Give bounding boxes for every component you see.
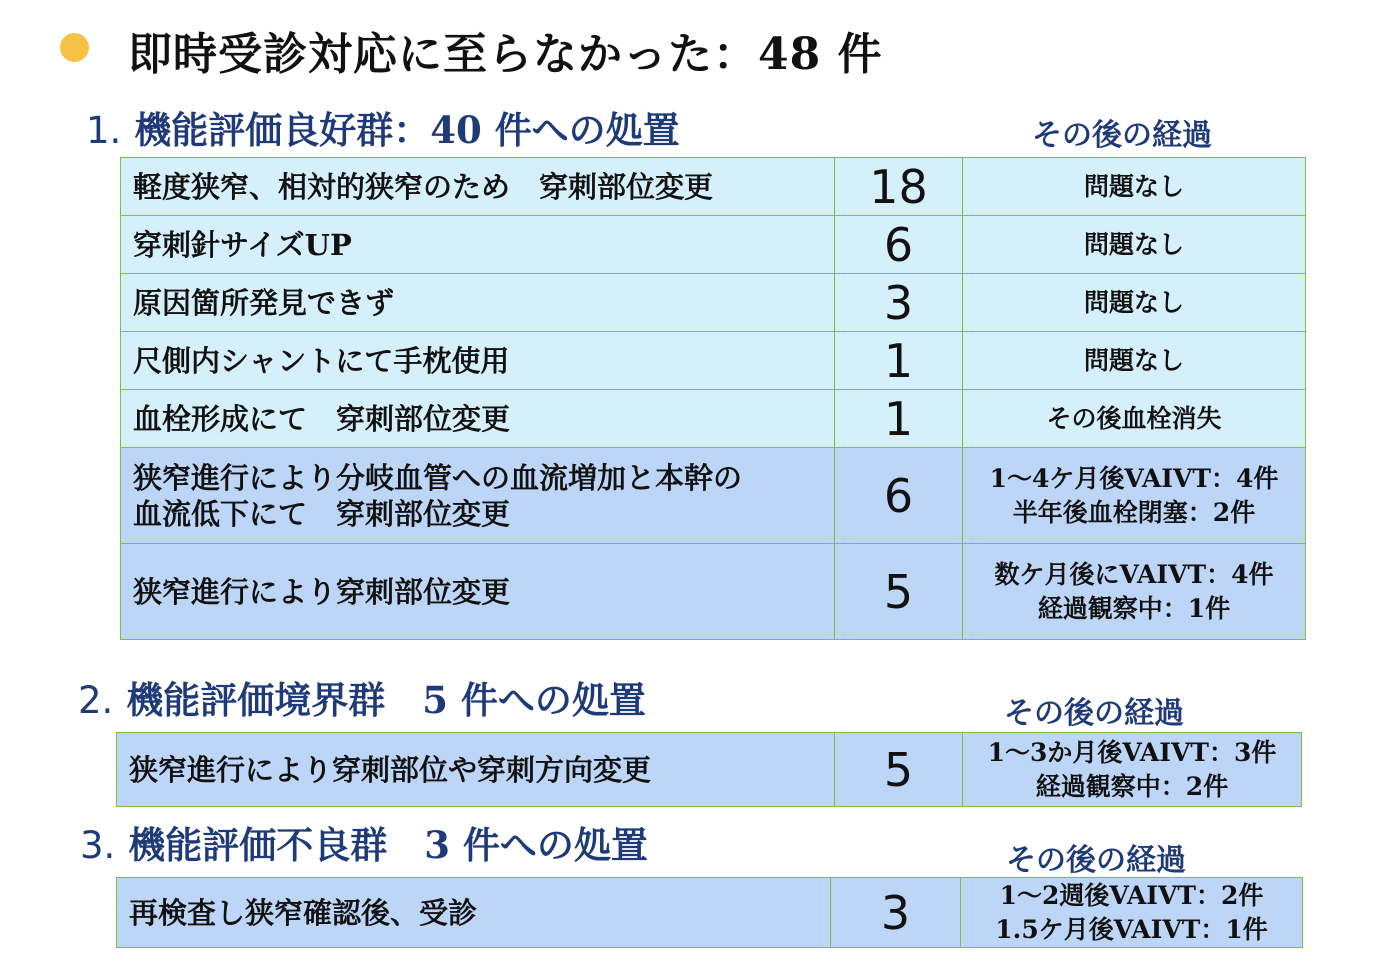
row-result bbox=[963, 544, 1306, 640]
row-treatment: 原因箇所発見できず bbox=[121, 274, 835, 332]
row-result-line: 1.5ケ月後VAIVT：1件 bbox=[995, 914, 1268, 944]
row-result-line: 経過観察中：1件 bbox=[1037, 593, 1231, 623]
row-result-line: 数ケ月後にVAIVT：4件 bbox=[994, 559, 1274, 589]
section3-table bbox=[116, 877, 1303, 948]
row-result-line: 1～2週後VAIVT：2件 bbox=[999, 880, 1264, 910]
table-row bbox=[121, 390, 1306, 448]
section1-heading bbox=[86, 100, 680, 154]
row-result: 問題なし bbox=[963, 274, 1306, 332]
section3-number: 3. bbox=[80, 824, 116, 867]
table-row bbox=[121, 544, 1306, 640]
table-row bbox=[121, 448, 1306, 544]
row-result-line: 半年後血栓閉塞：2件 bbox=[1012, 497, 1256, 527]
bullet-dot bbox=[60, 33, 89, 62]
row-treatment-line: 血流低下にて 穿刺部位変更 bbox=[133, 496, 511, 531]
row-treatment: 狭窄進行により穿刺部位や穿刺方向変更 bbox=[117, 733, 835, 807]
row-treatment: 再検査し狭窄確認後、受診 bbox=[117, 878, 831, 948]
row-result bbox=[963, 448, 1306, 544]
section3-followup-label: その後の経過 bbox=[1006, 843, 1186, 878]
row-result-line: 経過観察中：2件 bbox=[1035, 771, 1229, 801]
row-treatment bbox=[121, 448, 835, 544]
row-result-line: 1～4ケ月後VAIVT：4件 bbox=[989, 463, 1279, 493]
section2-table bbox=[116, 732, 1302, 807]
row-count: 3 bbox=[835, 274, 963, 332]
row-treatment: 穿刺針サイズUP bbox=[121, 216, 835, 274]
section1-followup-label: その後の経過 bbox=[1032, 118, 1212, 153]
section3-heading bbox=[80, 815, 648, 869]
row-result: 問題なし bbox=[963, 216, 1306, 274]
table-row bbox=[117, 878, 1303, 948]
row-result-line: 1～3か月後VAIVT：3件 bbox=[987, 737, 1277, 767]
section2-followup-label: その後の経過 bbox=[1004, 696, 1184, 731]
row-count: 6 bbox=[835, 216, 963, 274]
section1-table bbox=[120, 157, 1306, 640]
row-treatment: 血栓形成にて 穿刺部位変更 bbox=[121, 390, 835, 448]
section2-number: 2. bbox=[78, 679, 114, 722]
row-treatment: 尺側内シャントにて手枕使用 bbox=[121, 332, 835, 390]
section2-title: 機能評価境界群 5 件への処置 bbox=[126, 678, 646, 722]
section2-heading bbox=[78, 670, 646, 724]
row-treatment: 狭窄進行により穿刺部位変更 bbox=[121, 544, 835, 640]
table-row bbox=[121, 216, 1306, 274]
table-row bbox=[117, 733, 1302, 807]
row-result bbox=[961, 878, 1303, 948]
section1-number: 1. bbox=[86, 109, 122, 152]
row-result: 問題なし bbox=[963, 332, 1306, 390]
row-count: 5 bbox=[835, 733, 963, 807]
table-row bbox=[121, 332, 1306, 390]
row-result: 問題なし bbox=[963, 158, 1306, 216]
row-count: 3 bbox=[831, 878, 961, 948]
page-title: 即時受診対応に至らなかった：48 件 bbox=[128, 29, 883, 80]
row-count: 6 bbox=[835, 448, 963, 544]
table-row bbox=[121, 158, 1306, 216]
section3-title: 機能評価不良群 3 件への処置 bbox=[128, 823, 648, 867]
row-count: 1 bbox=[835, 332, 963, 390]
row-result: その後血栓消失 bbox=[963, 390, 1306, 448]
table-row bbox=[121, 274, 1306, 332]
row-result bbox=[963, 733, 1302, 807]
section1-title: 機能評価良好群：40 件への処置 bbox=[134, 108, 680, 152]
row-count: 1 bbox=[835, 390, 963, 448]
row-treatment: 軽度狭窄、相対的狭窄のため 穿刺部位変更 bbox=[121, 158, 835, 216]
row-count: 5 bbox=[835, 544, 963, 640]
row-count: 18 bbox=[835, 158, 963, 216]
row-treatment-line: 狭窄進行により分岐血管への血流増加と本幹の bbox=[133, 460, 743, 495]
